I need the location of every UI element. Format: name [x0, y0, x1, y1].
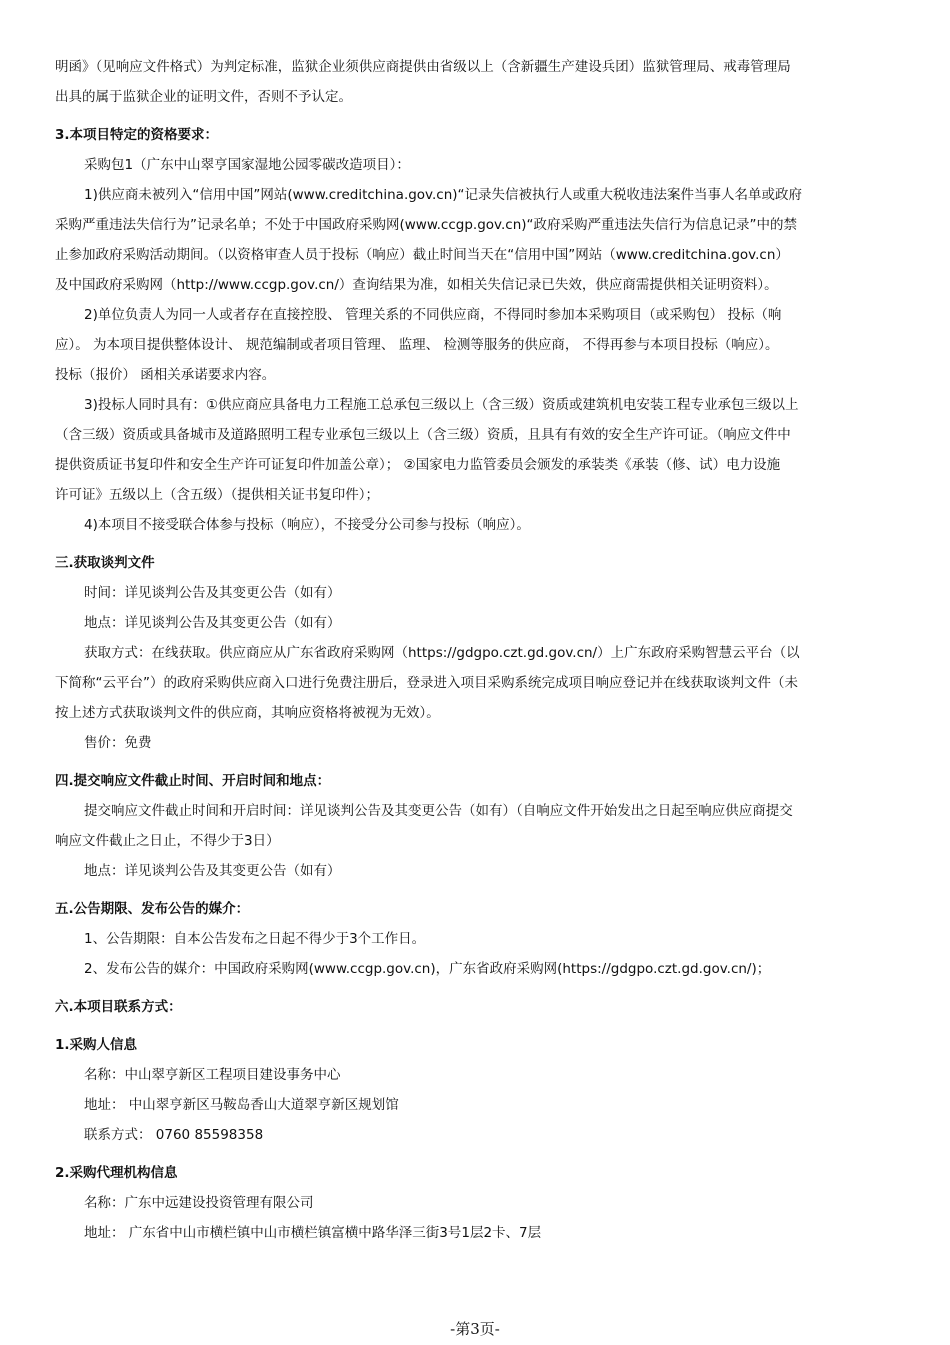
- notice-media: 2、发布公告的媒介：中国政府采购网(www.ccgp.gov.cn)，广东省政府采购网(https://gdgpo.czt.gd.gov.cn/)；: [84, 961, 771, 977]
- qual-item-3: 3)投标人同时具有：①供应商应具备电力工程施工总承包三级以上（含三级）资质或建筑机电安装工程专业承包三级以上: [84, 397, 799, 413]
- intro-line: 明函》（见响应文件格式）为判定标准，监狱企业须供应商提供由省级以上（含新疆生产建设兵团）监狱管理局、戒毒管理局: [55, 59, 791, 75]
- buyer-name: 名称：中山翠亨新区工程项目建设事务中心: [84, 1067, 341, 1083]
- submit-deadline: 响应文件截止之日止，不得少于3日）: [55, 833, 280, 849]
- qual-item-2: 2)单位负责人为同一人或者存在直接控股、 管理关系的不同供应商，不得同时参加本采购项目（或采购包） 投标（响: [84, 307, 782, 323]
- document-body: [55, 52, 897, 1248]
- agent-name: 名称：广东中远建设投资管理有限公司: [84, 1195, 314, 1211]
- notice-period: 1、公告期限：自本公告发布之日起不得少于3个工作日。: [84, 931, 426, 947]
- section-heading: 五.公告期限、发布公告的媒介：: [55, 901, 250, 917]
- obtain-time: 时间：详见谈判公告及其变更公告（如有）: [84, 585, 341, 601]
- buyer-heading: 1.采购人信息: [55, 1037, 138, 1053]
- page-number: -第3页-: [450, 1320, 500, 1338]
- section-heading: 六.本项目联系方式：: [55, 999, 182, 1015]
- qual-item-1: 采购严重违法失信行为”记录名单；不处于中国政府采购网(www.ccgp.gov.cn)“政府采购严重违法失信行为信息记录”中的禁: [55, 217, 798, 233]
- buyer-address: 地址： 中山翠亨新区马鞍岛香山大道翠亨新区规划馆: [84, 1097, 399, 1113]
- qual-item-4: 4)本项目不接受联合体参与投标（响应），不接受分公司参与投标（响应）。: [84, 517, 530, 533]
- obtain-place: 地点：详见谈判公告及其变更公告（如有）: [84, 615, 341, 631]
- section-heading: 三.获取谈判文件: [55, 555, 155, 571]
- intro-line: 出具的属于监狱企业的证明文件，否则不予认定。: [55, 89, 352, 105]
- agent-address: 地址： 广东省中山市横栏镇中山市横栏镇富横中路华泽三街3号1层2卡、7层: [84, 1225, 542, 1241]
- obtain-method: 获取方式：在线获取。供应商应从广东省政府采购网（https://gdgpo.czt.gd.gov.cn/）上广东政府采购智慧云平台（以: [84, 645, 800, 661]
- qual-item-2: 应）。 为本项目提供整体设计、 规范编制或者项目管理、 监理、 检测等服务的供应商， 不得再参与本项目投标（响应）。: [55, 337, 779, 353]
- qual-item-3: 许可证》五级以上（含五级）（提供相关证书复印件）；: [55, 487, 379, 503]
- qual-item-3: （含三级）资质或具备城市及道路照明工程专业承包三级以上（含三级）资质，且具有有效的安全生产许可证。（响应文件中: [55, 427, 791, 443]
- submit-place: 地点：详见谈判公告及其变更公告（如有）: [84, 863, 341, 879]
- qual-item-1: 1)供应商未被列入“信用中国”网站(www.creditchina.gov.cn)“记录失信被执行人或重大税收违法案件当事人名单或政府: [84, 187, 803, 203]
- qual-item-1: 止参加政府采购活动期间。（以资格审查人员于投标（响应）截止时间当天在“信用中国”网站（www.creditchina.gov.cn）: [55, 247, 789, 263]
- package-label: 采购包1（广东中山翠亨国家湿地公园零碳改造项目）：: [84, 157, 410, 173]
- buyer-phone: 联系方式： 0760 85598358: [84, 1127, 264, 1143]
- qual-item-2: 投标（报价） 函相关承诺要求内容。: [55, 367, 276, 383]
- obtain-method: 下简称“云平台”）的政府采购供应商入口进行免费注册后，登录进入项目采购系统完成项目响应登记并在线获取谈判文件（未: [55, 675, 798, 691]
- section-heading: 3.本项目特定的资格要求：: [55, 127, 219, 143]
- section-heading: 四.提交响应文件截止时间、开启时间和地点：: [55, 773, 331, 789]
- obtain-price: 售价：免费: [84, 735, 152, 751]
- obtain-method: 按上述方式获取谈判文件的供应商，其响应资格将被视为无效）。: [55, 705, 440, 721]
- qual-item-3: 提供资质证书复印件和安全生产许可证复印件加盖公章）； ②国家电力监管委员会颁发的承装类《承装（修、试）电力设施: [55, 457, 781, 473]
- qual-item-1: 及中国政府采购网（http://www.ccgp.gov.cn/）查询结果为准，如相关失信记录已失效，供应商需提供相关证明资料）。: [55, 277, 778, 293]
- agent-heading: 2.采购代理机构信息: [55, 1165, 178, 1181]
- submit-deadline: 提交响应文件截止时间和开启时间：详见谈判公告及其变更公告（如有）（自响应文件开始发出之日起至响应供应商提交: [84, 803, 793, 819]
